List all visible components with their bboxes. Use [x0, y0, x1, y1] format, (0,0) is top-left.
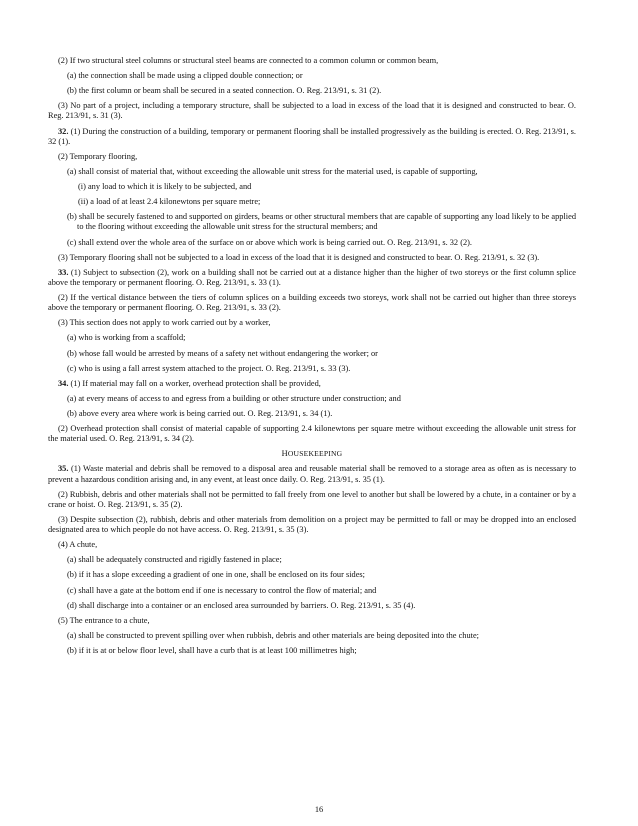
heading-rest: OUSEKEEPING [287, 449, 343, 459]
subclause: (i) any load to which it is likely to be subjected, and [78, 182, 252, 192]
page-number: 16 [314, 805, 324, 814]
paragraph: (4) A chute, [58, 540, 98, 550]
section-text: (1) Waste material and debris shall be removed to a disposal area and reusable material shall be removed to a storage area as often as is necessary to prevent a hazardous condition arising and, in any event, at least once daily. O. Reg. 213/91, s. 35 (1). [48, 464, 577, 484]
paragraph: (3) No part of a project, including a temporary structure, shall be subjected to a load in excess of the load that it is designed and constructed to bear. O. Reg. 213/91, s. 31 (3). [48, 101, 576, 121]
clause: (b) whose fall would be arrested by means of a safety net without endangering the worker; or [67, 348, 378, 358]
section-text: (1) During the construction of a building, temporary or permanent flooring shall be installed progressively as the building is erected. O. Reg. 213/91, s. 32 (1). [48, 126, 577, 146]
paragraph: (5) The entrance to a chute, [58, 615, 150, 625]
clause: (c) who is using a fall arrest system attached to the project. O. Reg. 213/91, s. 33 (3). [67, 363, 351, 373]
section-32-paragraph [48, 127, 576, 147]
section-number: 34. [58, 378, 69, 388]
section-text: (1) If material may fall on a worker, overhead protection shall be provided, [70, 378, 321, 388]
document-page [48, 56, 576, 661]
clause: (b) shall be securely fastened to and supported on girders, beams or other structural members that are capable of supporting any load likely to be applied to the flooring without exceeding the allowable unit stress for the structural members; and [67, 212, 576, 232]
clause: (b) above every area where work is being carried out. O. Reg. 213/91, s. 34 (1). [67, 408, 333, 418]
section-35-paragraph [48, 464, 576, 484]
clause: (a) shall be adequately constructed and rigidly fastened in place; [67, 555, 282, 565]
clause: (a) the connection shall be made using a clipped double connection; or [67, 71, 303, 81]
paragraph: (3) This section does not apply to work carried out by a worker, [58, 318, 271, 328]
paragraph: (2) Overhead protection shall consist of material capable of supporting 2.4 kilonewtons per square metre without exceeding the allowable unit stress for the material used. O. Reg. 213/91, s. 34 (2). [48, 423, 576, 444]
clause: (c) shall extend over the whole area of the surface on or above which work is being carried out. O. Reg. 213/91, s. 32 (2). [67, 237, 473, 247]
paragraph: (2) Temporary flooring, [58, 151, 138, 161]
paragraph: (2) If two structural steel columns or structural steel beams are connected to a common column or common beam, [58, 56, 439, 65]
clause: (b) if it has a slope exceeding a gradient of one in one, shall be enclosed on its four sides; [67, 570, 365, 580]
section-number: 32. [58, 126, 69, 136]
clause: (a) at every means of access to and egress from a building or other structure under construction; and [67, 393, 401, 403]
clause: (b) the first column or beam shall be secured in a seated connection. O. Reg. 213/91, s. 31 (2). [67, 86, 382, 96]
section-34-paragraph [48, 379, 576, 389]
paragraph: (2) If the vertical distance between the tiers of column splices on a building exceeds two storeys, work shall not be carried out higher than three storeys above the temporary or permanent flooring. O. Reg. 213/91, s. 33 (2). [48, 293, 576, 313]
section-number: 35. [58, 464, 69, 474]
clause: (a) who is working from a scaffold; [67, 333, 186, 343]
paragraph: (3) Despite subsection (2), rubbish, debris and other materials from demolition on a project may be permitted to fall or may be dropped into an enclosed designated area to which people do not have access. O. Reg. 213/91, s. 35 (3). [48, 514, 576, 535]
section-text: (1) Subject to subsection (2), work on a building shall not be carried out at a distance higher than the higher of two storeys or the first column splice above the temporary or permanent flooring. O. Reg. 213/91, s. 33 (1). [48, 267, 576, 287]
section-heading [48, 449, 576, 459]
section-number: 33. [58, 267, 69, 277]
subclause: (ii) a load of at least 2.4 kilonewtons per square metre; [78, 197, 261, 207]
clause: (c) shall have a gate at the bottom end if one is necessary to control the flow of material; and [67, 585, 377, 595]
paragraph: (3) Temporary flooring shall not be subjected to a load in excess of the load that it is designed and constructed to bear. O. Reg. 213/91, s. 32 (3). [58, 252, 540, 262]
paragraph: (2) Rubbish, debris and other materials shall not be permitted to fall freely from one level to another but shall be lowered by a chute, in a container or by a crane or hoist. O. Reg. 213/91, s. 35 (2). [48, 489, 576, 509]
clause: (a) shall consist of material that, without exceeding the allowable unit stress for the material used, is capable of supporting, [67, 166, 478, 176]
section-33-paragraph [48, 268, 576, 288]
clause: (b) if it is at or below floor level, shall have a curb that is at least 100 millimetres high; [67, 645, 357, 655]
clause: (a) shall be constructed to prevent spilling over when rubbish, debris and other materials are being deposited into the chute; [67, 630, 479, 640]
clause: (d) shall discharge into a container or an enclosed area surrounded by barriers. O. Reg. 213/91, s. 35 (4). [67, 600, 416, 610]
heading-initial: H [281, 449, 288, 459]
